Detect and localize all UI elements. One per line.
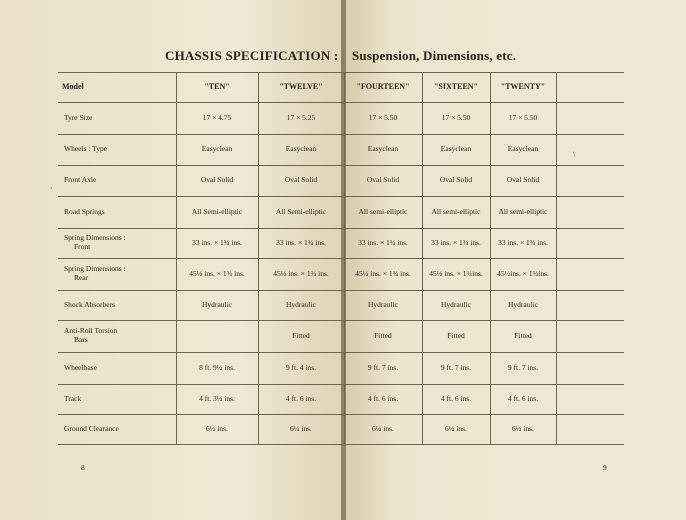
row-label [64,196,172,228]
spec-cell: Fitted [374,330,392,340]
spec-cell: Fitted [514,330,532,340]
ink-mark: \ [573,150,576,159]
spec-cell: 45½ ins. × 1¾ ins. [189,268,245,278]
column-header: "FOURTEEN" [356,82,410,92]
spec-cell: 17 × 5.50 [441,112,471,122]
spec-cell: Oval Solid [284,175,318,185]
column-header: "SIXTEEN" [433,82,478,92]
row-label [64,134,172,165]
spec-cell: 33 ins. × 1¾ ins. [192,237,242,247]
spec-cell: 45½ ins. × 1¾ins. [429,268,483,278]
spec-cell: Hydraulic [202,299,232,309]
spec-cell: Hydraulic [441,299,471,309]
spec-cell: Oval Solid [439,175,473,185]
row-label [64,228,172,258]
row-label [64,290,172,320]
spec-cell: 4 ft. 6 ins. [367,393,399,403]
row-label-text: Wheelbase [64,362,97,372]
title-right: Suspension, Dimensions, etc. [352,48,517,63]
spec-cell: 9 ft. 7 ins. [507,362,539,372]
row-label-text: Wheels : Type [64,144,108,154]
page-number-right: 9 [603,463,607,472]
row-label-text: Spring Dimensions : [64,264,126,274]
row-label-text: Ground Clearance [64,423,119,433]
spec-cell: All semi-elliptic [431,206,481,216]
row-label [64,384,172,414]
spec-cell: 33 ins. × 1¾ ins. [431,237,481,247]
spec-cell: 33 ins. × 1¾ ins. [276,237,326,247]
spec-cell: 8 ft. 9½ ins. [199,362,235,372]
row-label [64,320,172,352]
row-label-text: Spring Dimensions : [64,233,126,243]
row-label [64,352,172,384]
spec-cell: Hydraulic [368,299,398,309]
row-label [64,165,172,196]
spec-cell: Fitted [447,330,465,340]
row-label-text: Tyre Size [64,112,93,122]
spec-cell: Easyclean [507,144,539,154]
spec-cell: 45½ ins. × 1¾ ins. [355,268,411,278]
spec-cell: 17 × 4.75 [202,112,232,122]
spec-cell: 17 × 5.50 [368,112,398,122]
spec-cell: 33 ins. × 1¾ ins. [498,237,548,247]
spec-cell: Hydraulic [286,299,316,309]
spec-cell: 4 ft. 6 ins. [507,393,539,403]
spec-cell: All semi-elliptic [358,206,408,216]
title-left: CHASSIS SPECIFICATION : [165,48,339,63]
ink-dot: · [50,184,53,193]
spec-cell: 6½ ins. [372,423,394,433]
row-label-text: Front Axle [64,175,97,185]
row-sublabel-text: Rear [74,273,89,282]
row-label-text: Anti-Roll Torsion [64,326,118,336]
spec-cell [176,320,258,352]
spec-cell: Easyclean [201,144,233,154]
column-rule [556,72,557,444]
spec-cell: 45½ins. × 1¾ins. [497,268,549,278]
spec-cell: Oval Solid [366,175,400,185]
spec-cell: 17 × 5.50 [508,112,538,122]
row-label [64,102,172,134]
model-label-text: Model [62,82,84,92]
row-label-text: Track [64,393,82,403]
row-label-text: Shock Absorbers [64,299,116,309]
column-header: "TWELVE" [279,82,323,92]
spec-cell: 33 ins. × 1¾ ins. [358,237,408,247]
column-header: "TEN" [204,82,230,92]
spec-cell: Oval Solid [200,175,234,185]
table-rule [58,444,624,445]
row-label [64,258,172,290]
column-header: "TWENTY" [500,82,546,92]
row-label-text: Road Springs [64,206,105,216]
spec-cell: Oval Solid [506,175,540,185]
spec-cell: 6½ ins. [206,423,228,433]
spec-cell: 4 ft. 6 ins. [440,393,472,403]
spec-cell: Easyclean [367,144,399,154]
row-sublabel-text: Bars [74,335,88,344]
spec-cell: 4 ft. 6 ins. [285,393,317,403]
spec-cell: 6½ ins. [512,423,534,433]
spec-cell: All Semi-elliptic [275,206,327,216]
spec-cell: 6½ ins. [445,423,467,433]
spec-cell: 4 ft. 3½ ins. [199,393,235,403]
spec-cell: All Semi-elliptic [191,206,243,216]
spec-cell: 17 × 5.25 [286,112,316,122]
row-sublabel-text: Front [74,242,91,251]
spec-cell: 45½ ins. × 1¾ ins. [273,268,329,278]
spec-cell: Fitted [292,330,310,340]
spec-cell: 9 ft. 7 ins. [440,362,472,372]
header-model-label [62,72,172,102]
spec-cell: All semi-elliptic [498,206,548,216]
page-number-left: 8 [81,463,85,472]
spec-cell: 9 ft. 4 ins. [285,362,317,372]
spec-cell: Easyclean [440,144,472,154]
spec-cell: Hydraulic [508,299,538,309]
row-label [64,414,172,444]
spec-cell: 9 ft. 7 ins. [367,362,399,372]
spec-cell: Easyclean [285,144,317,154]
spec-cell: 6¼ ins. [290,423,312,433]
